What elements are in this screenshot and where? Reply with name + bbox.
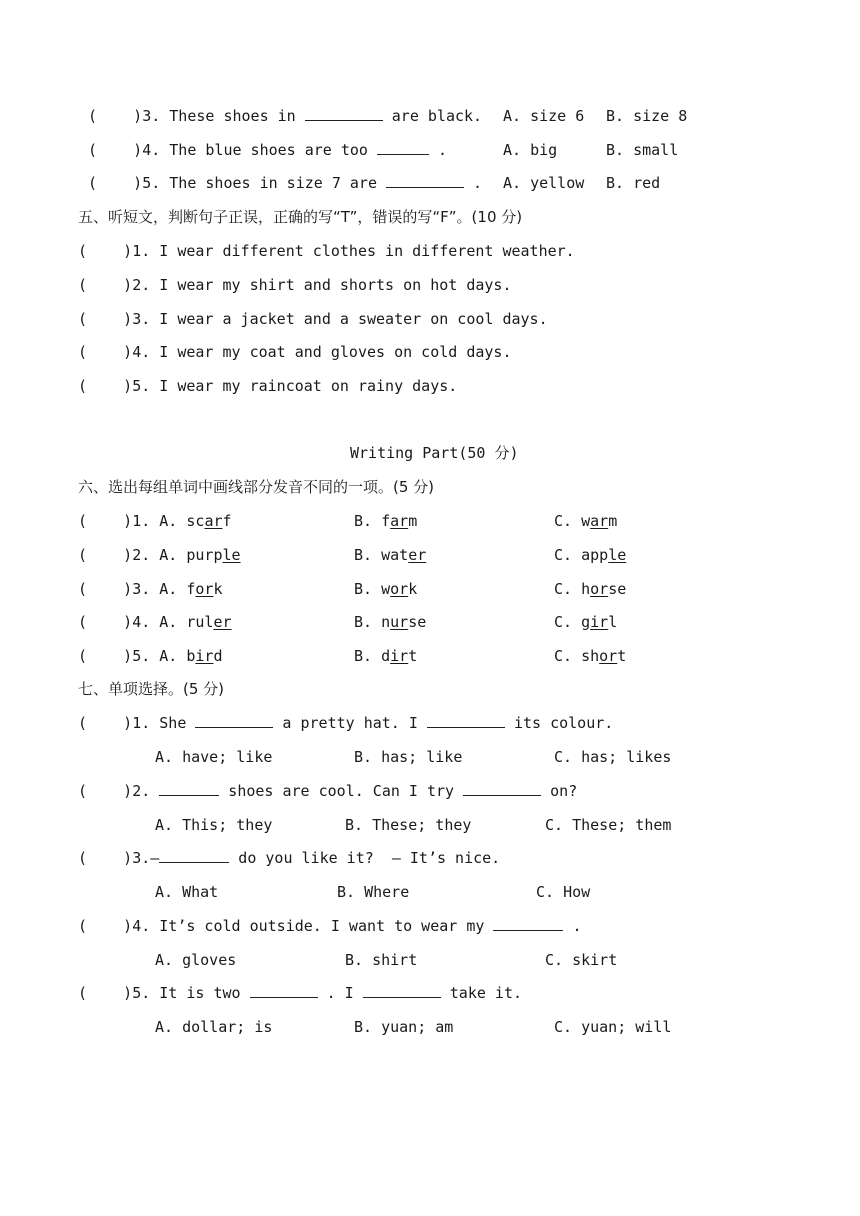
tf-item: ( )3. I wear a jacket and a sweater on cool days.	[78, 310, 548, 328]
option-a: A. gloves	[155, 951, 237, 969]
part-title: Writing Part(50 分)	[350, 444, 519, 462]
answer-blank[interactable]	[377, 140, 429, 155]
option-b: B. shirt	[345, 951, 418, 969]
underlined-letters: ar	[390, 512, 409, 530]
answer-blank[interactable]	[159, 781, 219, 796]
option-c: C. has; likes	[554, 748, 672, 766]
mc-question: ( )5. It is two . I take it.	[78, 984, 523, 1002]
underlined-letters: le	[222, 546, 241, 564]
section-heading: 五、听短文，判断句子正误，正确的写“T”，错误的写“F”。(10 分)	[78, 208, 523, 226]
phonics-row: ( )5. A. bird	[78, 647, 223, 665]
option-c: C. yuan; will	[554, 1018, 672, 1036]
mc-question: ( )3.— do you like it? — It’s nice.	[78, 849, 501, 867]
option-b: B. yuan; am	[354, 1018, 454, 1036]
answer-blank[interactable]	[305, 106, 383, 121]
answer-blank[interactable]	[363, 983, 441, 998]
mc-question: ( )4. It’s cold outside. I want to wear my .	[78, 917, 582, 935]
underlined-letters: ar	[204, 512, 223, 530]
phonics-option-b: B. dirt	[354, 647, 418, 665]
answer-blank[interactable]	[463, 781, 541, 796]
underlined-letters: ur	[390, 613, 409, 631]
tf-item: ( )5. I wear my raincoat on rainy days.	[78, 377, 458, 395]
phonics-option-c: C. apple	[554, 546, 627, 564]
answer-blank[interactable]	[159, 848, 229, 863]
phonics-option-c: C. horse	[554, 580, 627, 598]
answer-blank[interactable]	[386, 173, 464, 188]
underlined-letters: ir	[590, 613, 609, 631]
mc-question: ( )1. She a pretty hat. I its colour.	[78, 714, 614, 732]
option-a: A. have; like	[155, 748, 273, 766]
underlined-letters: ar	[590, 512, 609, 530]
option-a: A. This; they	[155, 816, 273, 834]
question-row: ( )3. These shoes in are black.	[88, 107, 483, 125]
answer-blank[interactable]	[493, 916, 563, 931]
option-a: A. big	[503, 141, 558, 159]
phonics-row: ( )4. A. ruler	[78, 613, 232, 631]
tf-item: ( )4. I wear my coat and gloves on cold days.	[78, 343, 512, 361]
underlined-letters: or	[599, 647, 618, 665]
section-heading: 六、选出每组单词中画线部分发音不同的一项。(5 分)	[78, 478, 435, 496]
option-b: B. size 8	[606, 107, 688, 125]
question-row: ( )4. The blue shoes are too .	[88, 141, 448, 159]
option-b: B. Where	[337, 883, 410, 901]
phonics-option-b: B. farm	[354, 512, 418, 530]
tf-item: ( )2. I wear my shirt and shorts on hot days.	[78, 276, 512, 294]
option-b: B. has; like	[354, 748, 463, 766]
answer-blank[interactable]	[195, 713, 273, 728]
phonics-option-c: C. short	[554, 647, 627, 665]
phonics-row: ( )1. A. scarf	[78, 512, 232, 530]
question-row: ( )5. The shoes in size 7 are .	[88, 174, 483, 192]
underlined-letters: or	[590, 580, 609, 598]
underlined-letters: er	[408, 546, 427, 564]
option-a: A. What	[155, 883, 219, 901]
option-b: B. small	[606, 141, 679, 159]
option-b: B. red	[606, 174, 661, 192]
section-heading: 七、单项选择。(5 分)	[78, 680, 225, 698]
option-a: A. size 6	[503, 107, 585, 125]
underlined-letters: or	[390, 580, 409, 598]
phonics-row: ( )2. A. purple	[78, 546, 241, 564]
answer-blank[interactable]	[427, 713, 505, 728]
underlined-letters: ir	[195, 647, 214, 665]
phonics-option-b: B. nurse	[354, 613, 427, 631]
phonics-option-c: C. warm	[554, 512, 618, 530]
tf-item: ( )1. I wear different clothes in different weather.	[78, 242, 575, 260]
phonics-option-c: C. girl	[554, 613, 618, 631]
phonics-option-b: B. work	[354, 580, 418, 598]
answer-blank[interactable]	[250, 983, 318, 998]
option-a: A. yellow	[503, 174, 585, 192]
option-b: B. These; they	[345, 816, 472, 834]
option-c: C. How	[536, 883, 591, 901]
underlined-letters: or	[195, 580, 214, 598]
option-c: C. These; them	[545, 816, 672, 834]
option-a: A. dollar; is	[155, 1018, 273, 1036]
phonics-option-b: B. water	[354, 546, 427, 564]
underlined-letters: ir	[390, 647, 409, 665]
underlined-letters: er	[213, 613, 232, 631]
option-c: C. skirt	[545, 951, 618, 969]
phonics-row: ( )3. A. fork	[78, 580, 223, 598]
mc-question: ( )2. shoes are cool. Can I try on?	[78, 782, 578, 800]
underlined-letters: le	[608, 546, 627, 564]
